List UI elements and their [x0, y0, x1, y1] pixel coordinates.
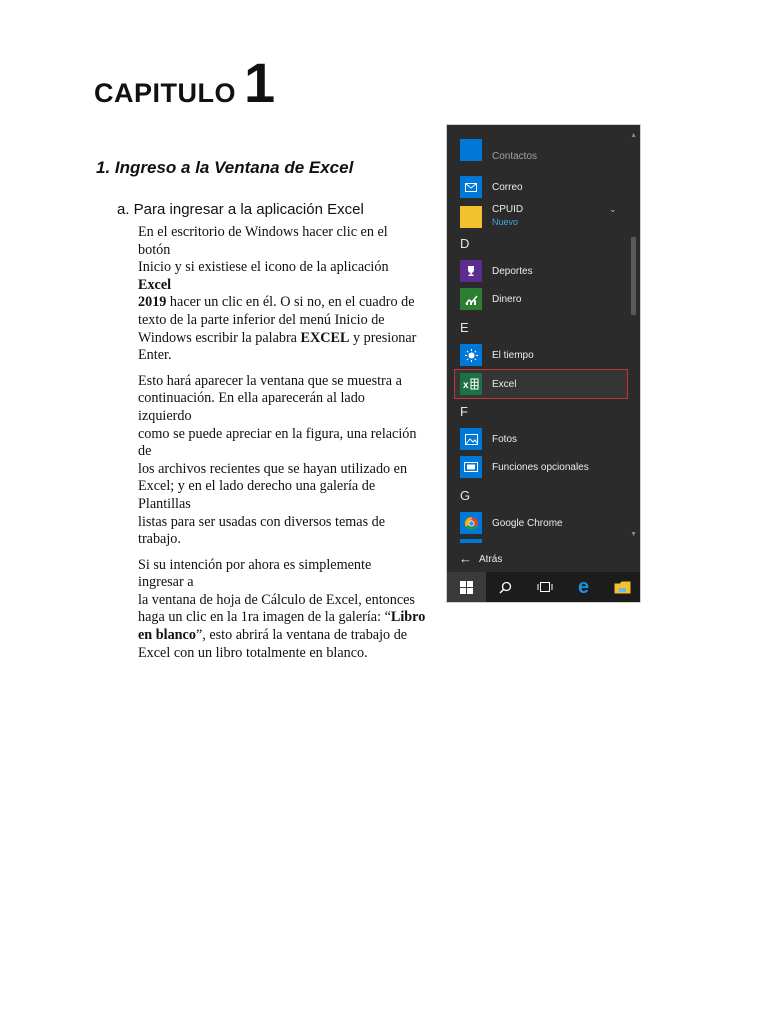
app-label: Deportes: [492, 266, 533, 277]
text-run: ”, esto abrirá la ventana de trabajo de: [195, 627, 408, 644]
text-line: Si su intención por ahora es simplemente: [138, 556, 372, 573]
folder-icon: [460, 206, 482, 228]
photos-icon: [460, 428, 482, 450]
app-label: Google Chrome: [492, 518, 563, 529]
bold-text: Libro: [390, 609, 426, 626]
text-line: la ventana de hoja de Cálculo de Excel, entonces: [138, 591, 415, 608]
text-line: [138, 330, 454, 348]
paragraph-1: [138, 224, 454, 365]
new-badge: Nuevo: [492, 217, 519, 227]
taskbar: [447, 572, 641, 602]
subsection-title: a. Para ingresar a la aplicación Excel: [117, 201, 364, 218]
chapter-number: 1: [244, 51, 276, 114]
trophy-icon: [460, 260, 482, 282]
scrollbar-thumb[interactable]: [631, 237, 636, 315]
back-button[interactable]: [447, 545, 629, 573]
chrome-icon: [460, 512, 482, 534]
bold-text: Excel: [138, 276, 172, 293]
contacts-icon: [460, 139, 482, 161]
app-label: Fotos: [492, 434, 518, 445]
chevron-down-icon[interactable]: ⌄: [609, 204, 617, 214]
mail-icon: [460, 176, 482, 198]
app-label: Excel: [492, 379, 517, 390]
app-label: Funciones opcionales: [492, 462, 589, 473]
app-contactos[interactable]: [447, 149, 629, 169]
edge-glyph: e: [577, 576, 590, 598]
excel-icon: [460, 373, 482, 395]
app-excel[interactable]: [447, 370, 629, 398]
app-cpuid[interactable]: [447, 202, 629, 232]
app-google-chrome[interactable]: [447, 509, 629, 537]
app-funciones-opcionales[interactable]: [447, 453, 629, 481]
scroll-down-icon[interactable]: ▼: [630, 531, 637, 538]
group-letter-f[interactable]: F: [460, 404, 468, 419]
arrow-left-icon: ←: [459, 551, 472, 566]
paragraph-3: [138, 557, 454, 663]
chapter-heading: [94, 50, 275, 115]
text-line: ingresar a: [138, 574, 194, 591]
text-line: Inicio y si existiese el icono de la aplicación: [138, 259, 389, 276]
body-text: [138, 224, 454, 670]
back-label: Atrás: [479, 554, 503, 565]
start-menu-screenshot: [446, 124, 641, 603]
text-run: hacer un clic en él. O si no, en el cuadro de: [166, 294, 415, 311]
text-line: como se puede apreciar en la figura, una relación: [138, 425, 417, 442]
bold-text: en blanco: [138, 627, 196, 644]
text-line: Excel; y en el lado derecho una galería de: [138, 478, 376, 495]
text-line: trabajo.: [138, 531, 181, 548]
text-line: En el escritorio de Windows hacer clic en el: [138, 224, 388, 240]
text-line-bold: [138, 277, 454, 295]
app-dinero[interactable]: [447, 285, 629, 313]
text-line: continuación. En ella aparecerán al lado: [138, 390, 365, 407]
text-line: listas para ser usadas con diversos temas de: [138, 513, 386, 530]
section-title: 1. Ingreso a la Ventana de Excel: [96, 158, 354, 177]
app-correo[interactable]: [447, 173, 629, 201]
chapter-word: CAPITULO: [94, 78, 236, 108]
bold-text: 2019: [138, 294, 167, 311]
edge-icon[interactable]: [564, 572, 603, 602]
text-line: [138, 609, 454, 627]
bold-text: EXCEL: [300, 329, 350, 346]
text-run: haga un clic en la 1ra imagen de la galería: “: [138, 609, 391, 626]
app-label: Dinero: [492, 294, 522, 305]
app-label: El tiempo: [492, 350, 534, 361]
group-letter-e[interactable]: E: [460, 320, 469, 335]
text-line: Excel con un libro totalmente en blanco.: [138, 644, 368, 661]
partial-tile: [460, 539, 482, 543]
app-el-tiempo[interactable]: [447, 341, 629, 369]
app-label: CPUID: [492, 204, 524, 215]
text-run: y presionar: [349, 329, 417, 346]
scroll-up-icon[interactable]: ▲: [630, 132, 637, 139]
text-line: [138, 294, 454, 312]
app-deportes[interactable]: [447, 257, 629, 285]
text-line: texto de la parte inferior del menú Inicio de: [138, 311, 385, 328]
paragraph-2: [138, 373, 454, 549]
text-line: Plantillas: [138, 495, 191, 512]
windows-start-icon[interactable]: [447, 572, 486, 602]
text-line: de: [138, 443, 152, 460]
task-view-icon[interactable]: [525, 572, 564, 602]
chart-icon: [460, 288, 482, 310]
app-label: Correo: [492, 182, 523, 193]
features-icon: [460, 456, 482, 478]
svg-text:x: x: [463, 380, 469, 390]
text-line: Enter.: [138, 347, 172, 364]
file-explorer-icon[interactable]: [603, 572, 641, 602]
text-line: [138, 627, 454, 645]
search-icon[interactable]: [486, 572, 525, 602]
text-line: izquierdo: [138, 407, 192, 424]
text-line: Esto hará aparecer la ventana que se muestra a: [138, 372, 402, 389]
text-line: los archivos recientes que se hayan utilizado en: [138, 460, 408, 477]
app-fotos[interactable]: [447, 425, 629, 453]
app-label: Contactos: [492, 151, 538, 162]
group-letter-d[interactable]: D: [460, 236, 470, 251]
group-letter-g[interactable]: G: [460, 488, 471, 503]
sun-icon: [460, 344, 482, 366]
text-line: botón: [138, 241, 171, 258]
text-run: Windows escribir la palabra: [138, 329, 301, 346]
